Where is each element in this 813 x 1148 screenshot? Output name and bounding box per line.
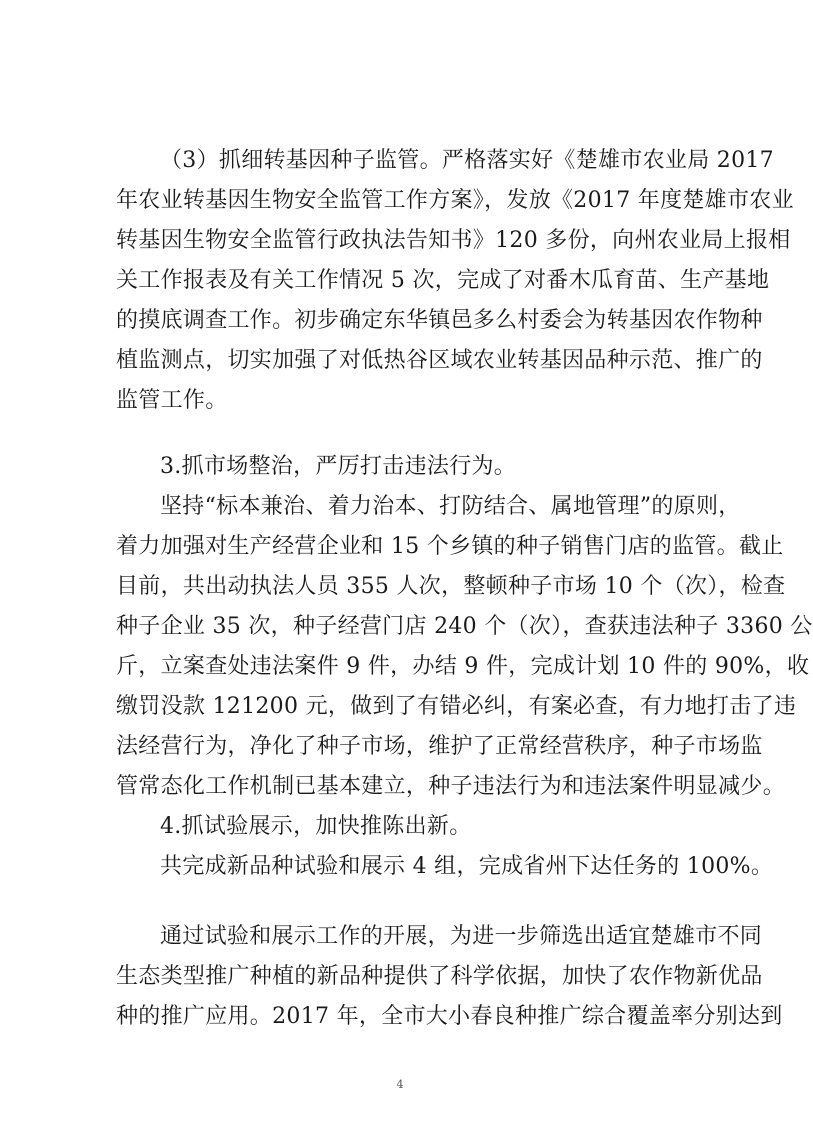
paragraph-line: 法经营行为，净化了种子市场，维护了正常经营秩序，种子市场监 [116,734,763,759]
paragraph-line: （3）抓细转基因种子监管。严格落实好《楚雄市农业局 2017 [160,148,774,173]
paragraph-line: 生态类型推广种植的新品种提供了科学依据，加快了农作物新优品 [116,964,763,989]
paragraph-line: 种的推广应用。2017 年，全市大小春良种推广综合覆盖率分别达到 [116,1004,783,1029]
paragraph-line: 种子企业 35 次，种子经营门店 240 个（次），查获违法种子 3360 公 [116,614,813,639]
paragraph-line: 斤，立案查处违法案件 9 件，办结 9 件，完成计划 10 件的 90%，收 [116,654,810,679]
paragraph-line: 监管工作。 [116,388,228,413]
section-heading: 4.抓试验展示，加快推陈出新。 [160,814,472,839]
paragraph-line: 关工作报表及有关工作情况 5 次，完成了对番木瓜育苗、生产基地 [116,268,770,293]
paragraph-line: 共完成新品种试验和展示 4 组，完成省州下达任务的 100%。 [160,854,774,879]
paragraph-line: 坚持“标本兼治、着力治本、打防结合、属地管理”的原则， [160,494,741,519]
paragraph-line: 缴罚没款 121200 元，做到了有错必纠，有案必查，有力地打击了违 [116,694,797,719]
paragraph-line: 目前，共出动执法人员 355 人次，整顿种子市场 10 个（次），检查 [116,574,786,599]
paragraph-line: 通过试验和展示工作的开展，为进一步筛选出适宜楚雄市不同 [160,924,763,949]
paragraph-line: 转基因生物安全监管行政执法告知书》120 多份，向州农业局上报相 [116,228,791,253]
paragraph-line: 植监测点，切实加强了对低热谷区域农业转基因品种示范、推广的 [116,348,763,373]
paragraph-line: 管常态化工作机制已基本建立，种子违法行为和违法案件明显减少。 [116,774,786,799]
paragraph-line: 的摸底调查工作。初步确定东华镇邑多么村委会为转基因农作物种 [116,308,763,333]
page-number: 4 [396,1078,404,1091]
section-heading: 3.抓市场整治，严厉打击违法行为。 [160,454,517,479]
paragraph-line: 年农业转基因生物安全监管工作方案》，发放《2017 年度楚雄市农业 [116,188,794,213]
paragraph-line: 着力加强对生产经营企业和 15 个乡镇的种子销售门店的监管。截止 [116,534,784,559]
